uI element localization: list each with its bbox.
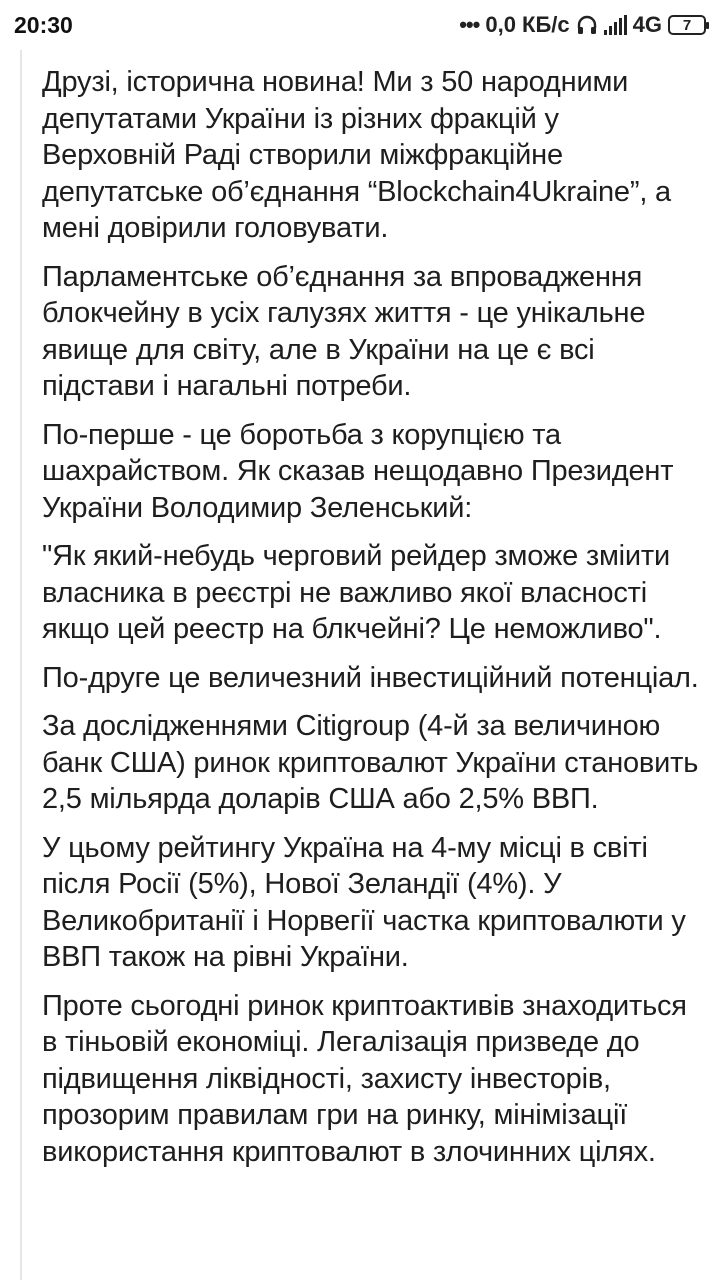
post-paragraph: Проте сьогодні ринок криптоактивів знаходиться в тіньовій економіці. Легалізація призведе до підвищення ліквідності, захисту інвесторів, прозорим правилам гри на ринку, мінімізації використання криптовалют в злочинних цілях. bbox=[42, 989, 687, 1168]
post-paragraph: Парламентське об’єднання за впровадження блокчейну в усіх галузях життя - це унікальне явище для світу, але в України на це є всі підстави і нагальні потреби. bbox=[42, 260, 646, 402]
battery-icon: 7 bbox=[668, 15, 706, 35]
signal-strength-icon bbox=[604, 15, 627, 35]
status-bar bbox=[0, 0, 720, 50]
post-paragraph: Друзі, історична новина! Ми з 50 народними депутатами України із різних фракцій у Верховній Раді створили міжфракційне депутатське об’єднання “Blockchain4Ukraine”, а мені довірили головувати. bbox=[42, 66, 671, 244]
notification-dots-icon: ••• bbox=[459, 12, 480, 37]
status-time: 20:30 bbox=[14, 11, 73, 38]
post-paragraph: За дослідженнями Citigroup (4-й за величиною банк США) ринок криптовалют України становить 2,5 мільярда доларів США або 2,5% ВВП. bbox=[42, 710, 699, 815]
status-icons bbox=[459, 12, 706, 38]
network-speed: 0,0 КБ/с bbox=[485, 12, 570, 37]
post-paragraph: По-перше - це боротьба з корупцією та шахрайством. Як сказав нещодавно Президент України Володимир Зеленський: bbox=[42, 418, 674, 524]
network-type: 4G bbox=[632, 12, 662, 37]
post-quote: "Як який-небудь черговий рейдер зможе зміити власника в реєстрі не важливо якої власності якщо цей реестр на блкчейні? Це неможливо". bbox=[42, 540, 671, 645]
post-content bbox=[20, 50, 720, 1280]
post-paragraph: У цьому рейтингу Україна на 4-му місці в світі після Росії (5%), Нової Зеландії (4%). У Великобританії і Норвегії частка криптовалюти у ВВП також на рівні України. bbox=[42, 831, 686, 973]
headphones-icon bbox=[576, 14, 598, 36]
post-paragraph: По-друге це величезний інвестиційний потенціал. bbox=[42, 661, 699, 694]
